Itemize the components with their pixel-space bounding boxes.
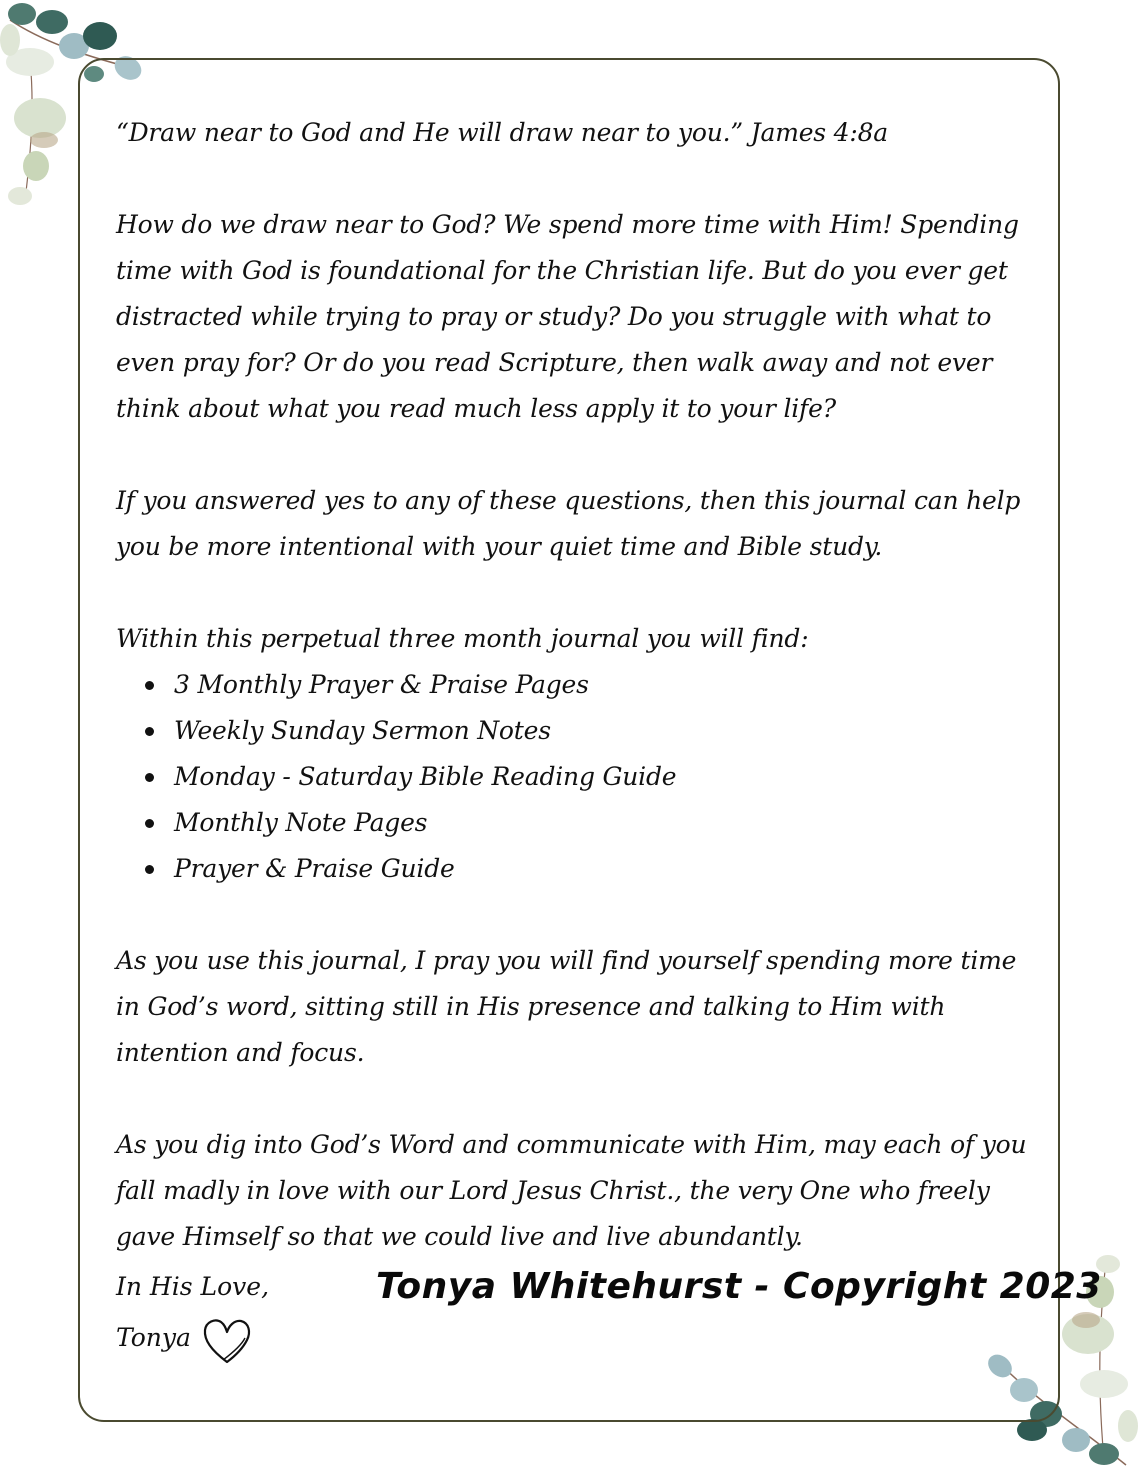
help-paragraph: If you answered yes to any of these questions, then this journal can help you be more intentional with your quiet time and Bible study. [116, 486, 1021, 561]
signoff-closing: In His Love, [116, 1272, 270, 1301]
letter-body [116, 110, 1046, 1306]
list-item: Weekly Sunday Sermon Notes [174, 708, 1046, 754]
heart-icon [201, 1316, 253, 1366]
list-item: Prayer & Praise Guide [174, 846, 1046, 892]
prayer-paragraph: As you use this journal, I pray you will find yourself spending more time in God’s word, sitting still in His presence and talking to Him with intention and focus. [116, 946, 1017, 1067]
signoff-name: Tonya [116, 1323, 191, 1352]
list-item: Monday - Saturday Bible Reading Guide [174, 754, 1046, 800]
features-intro: Within this perpetual three month journal you will find: [116, 624, 809, 653]
list-item: 3 Monthly Prayer & Praise Pages [174, 662, 1046, 708]
copyright-signature: Tonya Whitehurst - Copyright 2023 [376, 1266, 1102, 1307]
signoff [116, 1264, 269, 1366]
list-item: Monthly Note Pages [174, 800, 1046, 846]
blessing-paragraph: As you dig into God’s Word and communicate with Him, may each of you fall madly in love with our Lord Jesus Christ., the very One who freely gave Himself so that we could live and live abundantly. [116, 1130, 1027, 1251]
features-list [116, 662, 1046, 892]
intro-paragraph: How do we draw near to God? We spend more time with Him! Spending time with God is foundational for the Christian life. But do you ever get distracted while trying to pray or study? Do you struggle with what to even pray for? Or do you read Scripture, then walk away and not ever think about what you read much less apply it to your life? [116, 210, 1019, 423]
scripture-quote: “Draw near to God and He will draw near to you.” James 4:8a [116, 118, 889, 147]
